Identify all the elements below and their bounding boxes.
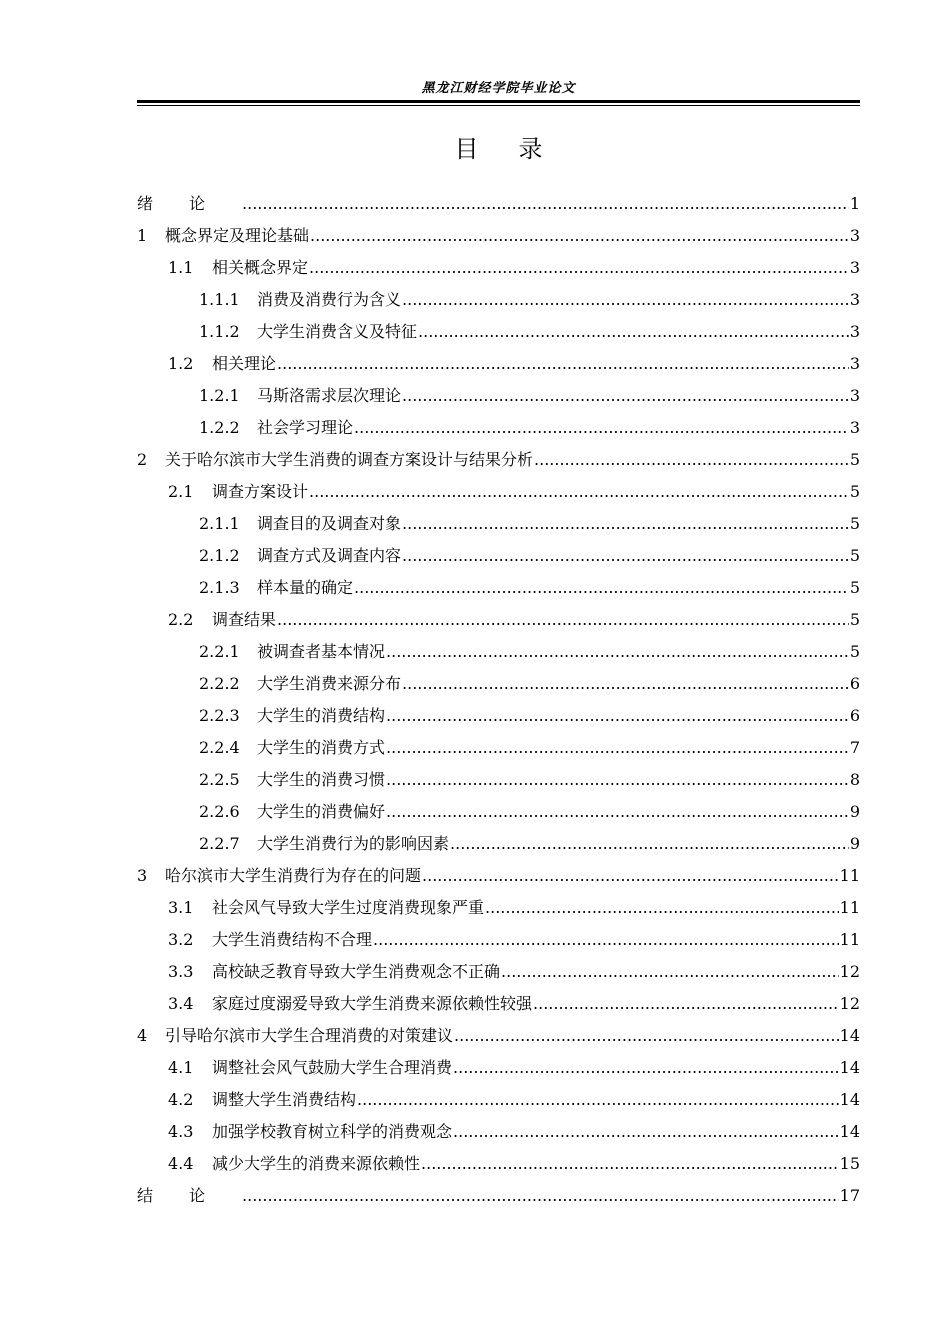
toc-entry-page-number: 14	[839, 1122, 860, 1141]
toc-dot-leader	[386, 700, 849, 732]
toc-dot-leader	[386, 636, 849, 668]
toc-entry-number: 4.4	[168, 1154, 194, 1173]
toc-entry-page-number: 5	[849, 642, 860, 661]
toc-dot-leader	[402, 540, 849, 572]
toc-dot-leader	[534, 444, 849, 476]
toc-dot-leader	[309, 476, 849, 508]
toc-entry-number: 1.1.1	[199, 290, 240, 309]
toc-entry-number: 2.2.2	[199, 674, 240, 693]
toc-entry-page-number: 5	[849, 482, 860, 501]
toc-dot-leader	[402, 284, 849, 316]
toc-entry[interactable]	[137, 828, 860, 860]
toc-entry-page-number: 9	[849, 834, 860, 853]
toc-entry[interactable]	[137, 348, 860, 380]
toc-entry[interactable]	[137, 476, 860, 508]
toc-entry-label: 相关理论	[212, 354, 277, 373]
toc-dot-leader	[354, 572, 849, 604]
toc-entry-page-number: 11	[839, 930, 860, 949]
toc-dot-leader	[310, 220, 849, 252]
table-of-contents	[137, 188, 860, 1212]
toc-title: 目录	[454, 135, 583, 163]
toc-entry-label: 相关概念界定	[212, 258, 309, 277]
toc-dot-leader	[309, 252, 849, 284]
toc-entry-page-number: 3	[849, 386, 860, 405]
toc-entry-label: 调整大学生消费结构	[212, 1090, 357, 1109]
toc-entry-label: 大学生消费含义及特征	[257, 322, 418, 341]
toc-dot-leader	[501, 956, 839, 988]
toc-entry-number: 2.2.4	[199, 738, 240, 757]
toc-entry-page-number: 1	[849, 194, 860, 213]
toc-entry-page-number: 3	[849, 418, 860, 437]
toc-dot-leader	[402, 668, 849, 700]
toc-entry[interactable]	[137, 444, 860, 476]
toc-entry-page-number: 3	[849, 290, 860, 309]
toc-entry-page-number: 8	[849, 770, 860, 789]
toc-entry-label: 大学生的消费习惯	[257, 770, 386, 789]
toc-dot-leader	[277, 604, 849, 636]
toc-entry[interactable]	[137, 316, 860, 348]
toc-entry[interactable]	[137, 604, 860, 636]
toc-dot-leader	[453, 1052, 839, 1084]
toc-entry-number: 2.2.7	[199, 834, 240, 853]
toc-entry-number: 1.2.1	[199, 386, 240, 405]
toc-entry-number: 2.1.3	[199, 578, 240, 597]
toc-dot-leader	[402, 508, 849, 540]
toc-dot-leader	[386, 796, 849, 828]
toc-entry[interactable]	[137, 956, 860, 988]
toc-entry-label: 调查方案设计	[212, 482, 309, 501]
toc-entry[interactable]	[137, 252, 860, 284]
toc-entry-number: 3.4	[168, 994, 194, 1013]
toc-entry-number: 2.2.3	[199, 706, 240, 725]
toc-entry-label: 大学生的消费偏好	[257, 802, 386, 821]
toc-entry-label: 被调查者基本情况	[257, 642, 386, 661]
toc-entry[interactable]	[137, 700, 860, 732]
toc-entry-label: 高校缺乏教育导致大学生消费观念不正确	[212, 962, 501, 981]
toc-entry[interactable]	[137, 892, 860, 924]
toc-entry-number: 3.3	[168, 962, 194, 981]
toc-entry-page-number: 12	[839, 962, 860, 981]
toc-entry-label: 大学生消费行为的影响因素	[257, 834, 450, 853]
toc-entry-label: 马斯洛需求层次理论	[257, 386, 402, 405]
toc-dot-leader	[450, 828, 849, 860]
toc-dot-leader	[242, 1180, 839, 1212]
toc-entry[interactable]	[137, 1148, 860, 1180]
toc-entry-number: 2.1	[168, 482, 194, 501]
toc-entry-label: 社会风气导致大学生过度消费现象严重	[212, 898, 485, 917]
toc-entry-number: 1.2.2	[199, 418, 240, 437]
toc-entry-number: 2.2.5	[199, 770, 240, 789]
toc-entry-label: 减少大学生的消费来源依赖性	[212, 1154, 421, 1173]
toc-dot-leader	[421, 1148, 839, 1180]
toc-dot-leader	[418, 316, 849, 348]
toc-dot-leader	[533, 988, 839, 1020]
toc-entry-page-number: 14	[839, 1058, 860, 1077]
toc-entry-page-number: 3	[849, 354, 860, 373]
toc-entry-page-number: 14	[839, 1090, 860, 1109]
toc-entry[interactable]	[137, 764, 860, 796]
toc-entry-page-number: 15	[839, 1154, 860, 1173]
toc-entry-page-number: 5	[849, 450, 860, 469]
toc-entry[interactable]	[137, 796, 860, 828]
toc-entry[interactable]	[137, 1116, 860, 1148]
toc-dot-leader	[453, 1116, 839, 1148]
toc-entry-number: 2.1.1	[199, 514, 240, 533]
toc-entry-number: 3	[137, 866, 148, 885]
toc-entry[interactable]	[137, 188, 860, 220]
toc-entry-label: 大学生消费结构不合理	[212, 930, 373, 949]
toc-entry-number: 1.1.2	[199, 322, 240, 341]
toc-entry-page-number: 11	[839, 866, 860, 885]
toc-dot-leader	[485, 892, 839, 924]
toc-entry-number: 4	[137, 1026, 148, 1045]
toc-dot-leader	[242, 188, 849, 220]
toc-dot-leader	[277, 348, 849, 380]
toc-entry-label: 调整社会风气鼓励大学生合理消费	[212, 1058, 453, 1077]
toc-entry-label: 样本量的确定	[257, 578, 354, 597]
toc-entry-label: 引导哈尔滨市大学生合理消费的对策建议	[165, 1026, 454, 1045]
toc-entry[interactable]	[137, 668, 860, 700]
toc-entry-number: 1.1	[168, 258, 194, 277]
toc-entry[interactable]	[137, 636, 860, 668]
toc-entry-label: 大学生的消费方式	[257, 738, 386, 757]
toc-entry-number: 2.2	[168, 610, 194, 629]
toc-dot-leader	[386, 764, 849, 796]
toc-entry-number: 2.2.1	[199, 642, 240, 661]
toc-entry-number: 2.2.6	[199, 802, 240, 821]
toc-entry[interactable]	[137, 412, 860, 444]
toc-entry-page-number: 5	[849, 546, 860, 565]
toc-entry-page-number: 3	[849, 322, 860, 341]
toc-dot-leader	[357, 1084, 839, 1116]
toc-entry-number: 2.1.2	[199, 546, 240, 565]
toc-entry-page-number: 5	[849, 610, 860, 629]
toc-entry-page-number: 12	[839, 994, 860, 1013]
toc-entry-number: 4.2	[168, 1090, 194, 1109]
toc-entry-page-number: 6	[849, 706, 860, 725]
toc-entry-label: 家庭过度溺爱导致大学生消费来源依赖性较强	[212, 994, 533, 1013]
toc-entry-label: 加强学校教育树立科学的消费观念	[212, 1122, 453, 1141]
toc-entry-label: 大学生的消费结构	[257, 706, 386, 725]
toc-entry-number: 2	[137, 450, 148, 469]
toc-entry[interactable]	[137, 540, 860, 572]
toc-entry[interactable]	[137, 924, 860, 956]
toc-entry-label: 调查方式及调查内容	[257, 546, 402, 565]
toc-entry-label: 绪论	[137, 194, 242, 213]
toc-entry[interactable]	[137, 1020, 860, 1052]
toc-entry-label: 概念界定及理论基础	[165, 226, 310, 245]
toc-entry-number: 1.2	[168, 354, 194, 373]
toc-dot-leader	[454, 1020, 839, 1052]
toc-entry-page-number: 7	[849, 738, 860, 757]
toc-entry-page-number: 14	[839, 1026, 860, 1045]
toc-entry[interactable]	[137, 1180, 860, 1212]
toc-entry-number: 3.1	[168, 898, 194, 917]
toc-dot-leader	[386, 732, 849, 764]
toc-entry-label: 哈尔滨市大学生消费行为存在的问题	[165, 866, 422, 885]
toc-entry-number: 4.1	[168, 1058, 194, 1077]
toc-entry[interactable]	[137, 1084, 860, 1116]
toc-entry-label: 结论	[137, 1186, 242, 1205]
toc-entry-label: 调查结果	[212, 610, 277, 629]
header-rule-thin	[137, 105, 860, 106]
running-header: 黑龙江财经学院毕业论文	[421, 81, 576, 96]
toc-entry-page-number: 17	[839, 1186, 860, 1205]
toc-entry-page-number: 11	[839, 898, 860, 917]
toc-entry-page-number: 3	[849, 258, 860, 277]
toc-dot-leader	[422, 860, 839, 892]
toc-dot-leader	[373, 924, 839, 956]
toc-entry[interactable]	[137, 508, 860, 540]
toc-entry-label: 社会学习理论	[257, 418, 354, 437]
toc-entry-page-number: 5	[849, 514, 860, 533]
toc-entry-page-number: 6	[849, 674, 860, 693]
toc-entry-number: 3.2	[168, 930, 194, 949]
toc-entry-page-number: 3	[849, 226, 860, 245]
toc-entry-label: 关于哈尔滨市大学生消费的调查方案设计与结果分析	[165, 450, 534, 469]
toc-entry-number: 1	[137, 226, 148, 245]
toc-entry[interactable]	[137, 220, 860, 252]
toc-entry[interactable]	[137, 1052, 860, 1084]
toc-entry[interactable]	[137, 860, 860, 892]
toc-entry-label: 大学生消费来源分布	[257, 674, 402, 693]
toc-entry-page-number: 9	[849, 802, 860, 821]
toc-entry[interactable]	[137, 572, 860, 604]
toc-entry-label: 消费及消费行为含义	[257, 290, 402, 309]
toc-entry-page-number: 5	[849, 578, 860, 597]
toc-entry[interactable]	[137, 732, 860, 764]
toc-entry[interactable]	[137, 284, 860, 316]
header-rule-thick	[137, 100, 860, 103]
toc-entry[interactable]	[137, 988, 860, 1020]
toc-entry[interactable]	[137, 380, 860, 412]
toc-dot-leader	[402, 380, 849, 412]
toc-entry-number: 4.3	[168, 1122, 194, 1141]
toc-dot-leader	[354, 412, 849, 444]
toc-entry-label: 调查目的及调查对象	[257, 514, 402, 533]
